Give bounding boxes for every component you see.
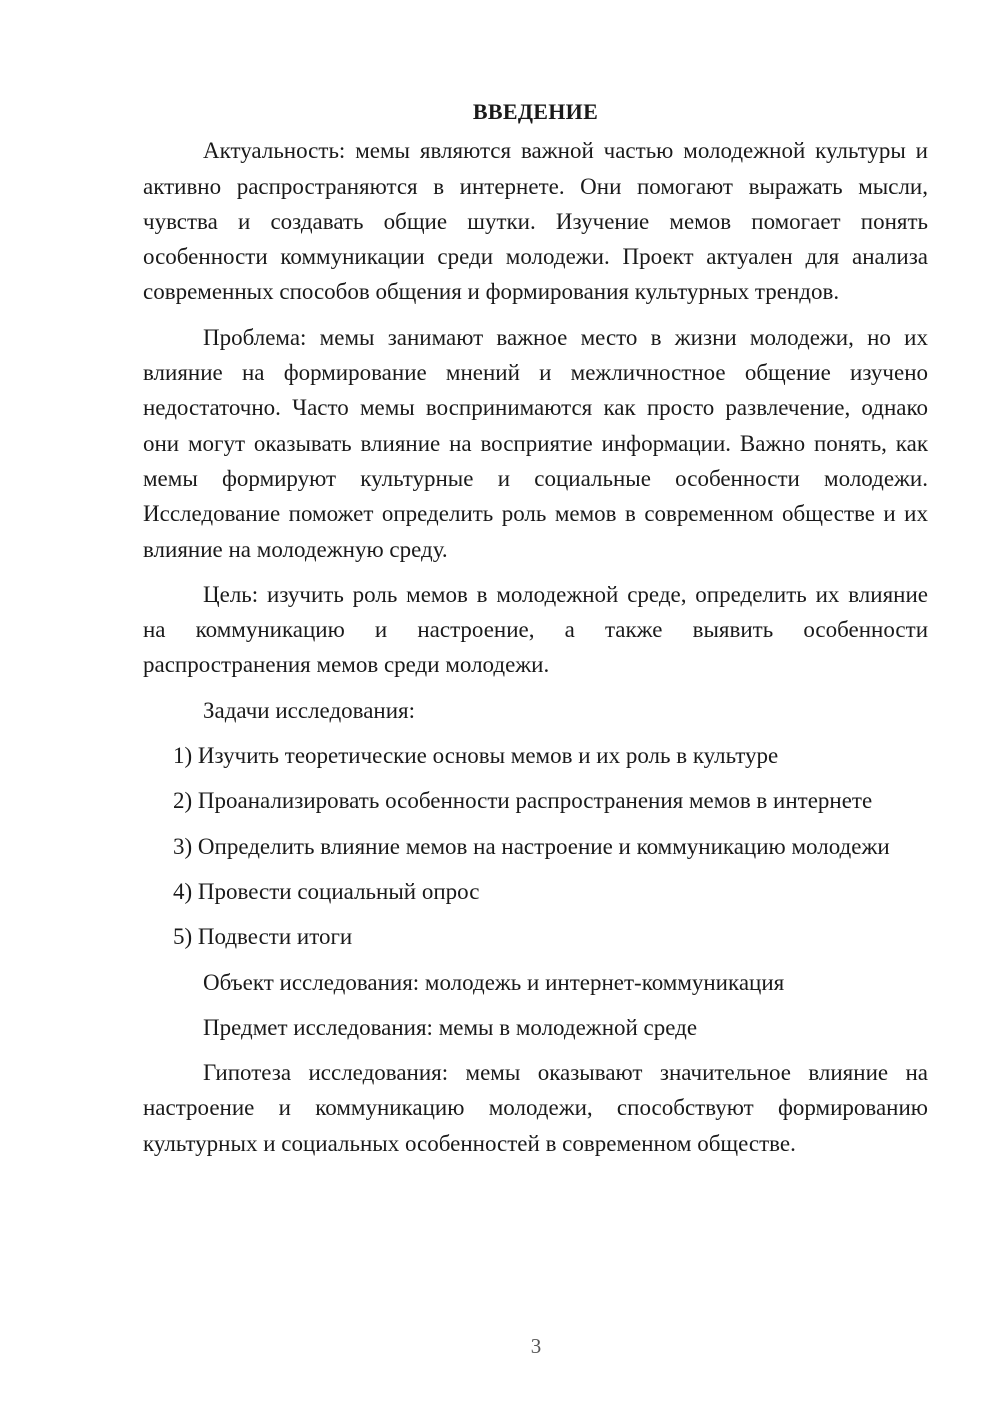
problem-paragraph: Проблема: мемы занимают важное место в жизни молодежи, но их влияние на формирование мнений и межличностное общение изучено недостаточно. Часто мемы воспринимаются как просто развлечение, однако они могут оказывать влияние на восприятие информации. Важно понять, как мемы формируют культурные и социальные особенности молодежи. Исследование поможет определить роль мемов в современном обществе и их влияние на молодежную среду. [143,324,928,562]
goal-paragraph: Цель: изучить роль мемов в молодежной среде, определить их влияние на коммуникацию и настроение, а также выявить особенности распространения мемов среди молодежи. [143,581,928,678]
task-item-1: 1) Изучить теоретические основы мемов и их роль в культуре [173,743,779,769]
task-item-3: 3) Определить влияние мемов на настроение и коммуникацию молодежи [173,833,890,859]
section-heading: ВВЕДЕНИЕ [472,99,599,124]
task-item-5: 5) Подвести итоги [173,924,353,950]
tasks-heading: Задачи исследования: [203,697,416,723]
research-subject: Предмет исследования: мемы в молодежной среде [203,1014,698,1040]
research-object: Объект исследования: молодежь и интернет-коммуникация [203,969,785,995]
task-item-4: 4) Провести социальный опрос [173,878,480,904]
task-item-2: 2) Проанализировать особенности распространения мемов в интернете [173,788,873,814]
relevance-paragraph: Актуальность: мемы являются важной частью молодежной культуры и активно распространяются в интернете. Они помогают выражать мысли, чувства и создавать общие шутки. Изучение мемов помогает понять особенности коммуникации среди молодежи. Проект актуален для анализа современных способов общения и формирования культурных трендов. [143,138,928,305]
page-content [143,94,928,1171]
research-hypothesis: Гипотеза исследования: мемы оказывают значительное влияние на настроение и коммуникацию молодежи, способствуют формированию культурных и социальных особенностей в современном обществе. [143,1060,928,1156]
page-number: 3 [530,1334,542,1358]
